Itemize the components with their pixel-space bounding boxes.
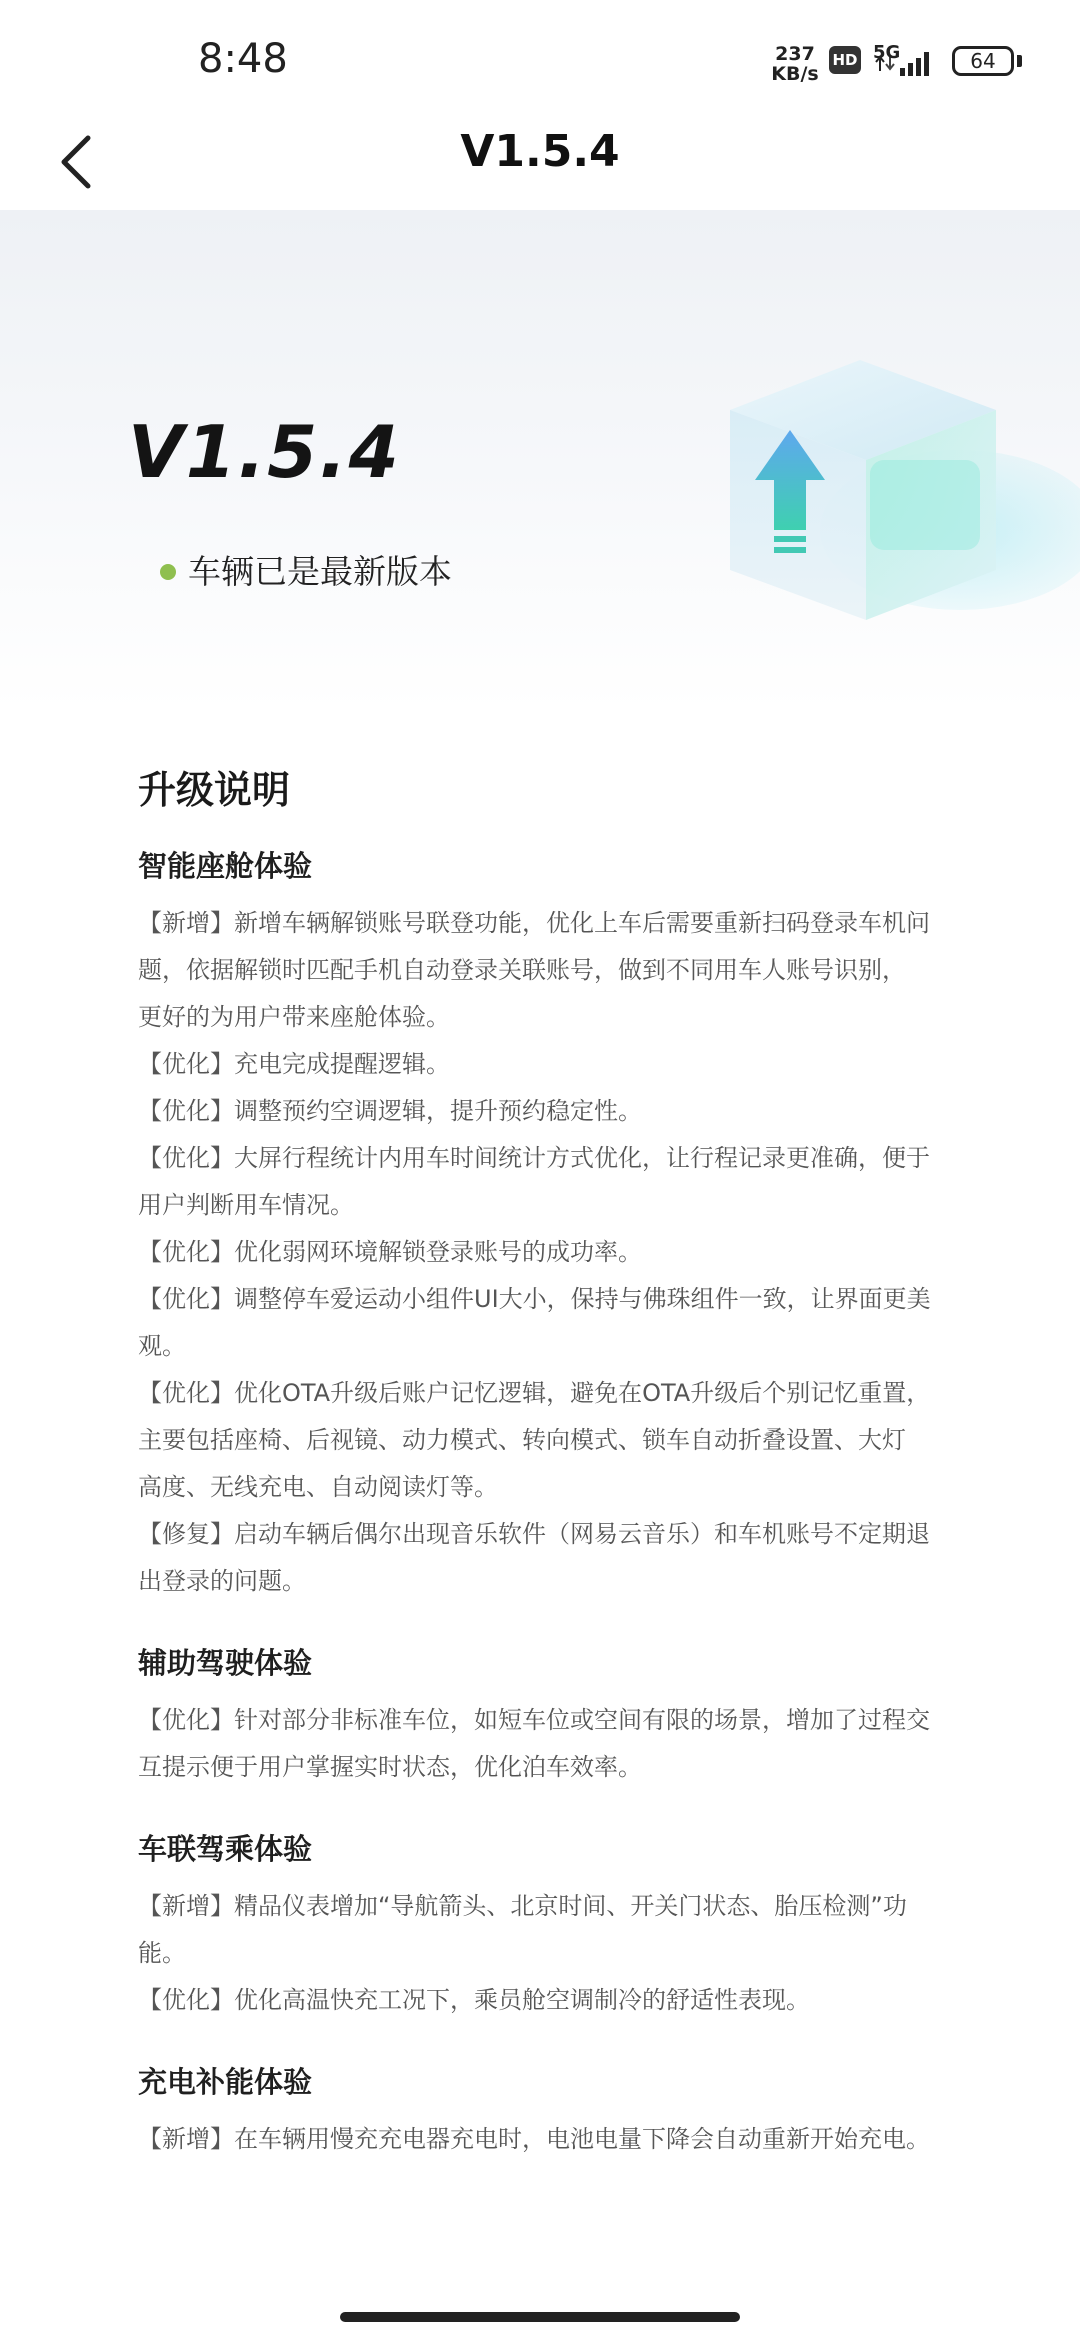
upgrade-cube-arrow-icon (720, 340, 1020, 640)
note-line: 高度、无线充电、自动阅读灯等。 (138, 1473, 498, 1501)
battery-tip (1017, 55, 1022, 67)
note-line: 【优化】针对部分非标准车位，如短车位或空间有限的场景，增加了过程交 (138, 1706, 930, 1734)
section-smart-cockpit (138, 844, 958, 1605)
update-status: 车辆已是最新版本 (188, 552, 452, 591)
section-title: 车联驾乘体验 (138, 1832, 313, 1866)
note-line: 【新增】在车辆用慢充充电器充电时，电池电量下降会自动重新开始充电。 (138, 2125, 930, 2153)
section-title: 辅助驾驶体验 (138, 1646, 313, 1680)
note-line: 互提示便于用户掌握实时状态，优化泊车效率。 (138, 1753, 642, 1781)
note-line: 能。 (138, 1939, 186, 1967)
note-line: 【优化】优化OTA升级后账户记忆逻辑，避免在OTA升级后个别记忆重置， (138, 1379, 931, 1407)
upgrade-notes-title: 升级说明 (138, 768, 291, 812)
note-line: 主要包括座椅、后视镜、动力模式、转向模式、锁车自动折叠设置、大灯 (138, 1426, 906, 1454)
network-speed-unit: KB/s (771, 63, 819, 85)
section-connected-ride (138, 1827, 958, 2024)
note-line: 用户判断用车情况。 (138, 1191, 354, 1219)
note-line: 【优化】调整停车爱运动小组件UI大小，保持与佛珠组件一致，让界面更美 (138, 1285, 931, 1313)
hd-icon: HD (829, 46, 861, 74)
network-speed-value: 237 (775, 43, 815, 65)
note-line: 观。 (138, 1332, 186, 1360)
note-line: 出登录的问题。 (138, 1567, 306, 1595)
status-time: 8:48 (198, 36, 288, 82)
signal-icon (874, 48, 938, 78)
note-line: 更好的为用户带来座舱体验。 (138, 1003, 450, 1031)
battery-level: 64 (970, 49, 996, 73)
status-bar (0, 0, 1080, 120)
section-charging (138, 2060, 958, 2163)
note-line: 【优化】优化高温快充工况下，乘员舱空调制冷的舒适性表现。 (138, 1986, 810, 2014)
battery-icon (952, 46, 1014, 76)
hero-version: V1.5.4 (128, 410, 401, 494)
note-line: 【优化】调整预约空调逻辑，提升预约稳定性。 (138, 1097, 642, 1125)
note-line: 【修复】启动车辆后偶尔出现音乐软件（网易云音乐）和车机账号不定期退 (138, 1520, 930, 1548)
network-type: 5G (873, 42, 901, 63)
status-dot (160, 564, 176, 580)
network-speed (770, 44, 820, 84)
home-indicator[interactable] (340, 2312, 740, 2322)
section-title: 智能座舱体验 (138, 849, 313, 883)
top-nav-bar (0, 110, 1080, 210)
note-line: 【优化】大屏行程统计内用车时间统计方式优化，让行程记录更准确，便于 (138, 1144, 930, 1172)
section-assisted-driving (138, 1641, 958, 1791)
note-line: 【优化】充电完成提醒逻辑。 (138, 1050, 450, 1078)
note-line: 题，依据解锁时匹配手机自动登录关联账号，做到不同用车人账号识别， (138, 956, 906, 984)
note-line: 【优化】优化弱网环境解锁登录账号的成功率。 (138, 1238, 642, 1266)
note-line: 【新增】精品仪表增加“导航箭头、北京时间、开关门状态、胎压检测”功 (138, 1892, 907, 1920)
page-title: V1.5.4 (460, 126, 620, 177)
version-hero (0, 210, 1080, 710)
upgrade-notes (138, 762, 958, 2199)
section-title: 充电补能体验 (138, 2065, 313, 2099)
note-line: 【新增】新增车辆解锁账号联登功能，优化上车后需要重新扫码登录车机问 (138, 909, 930, 937)
